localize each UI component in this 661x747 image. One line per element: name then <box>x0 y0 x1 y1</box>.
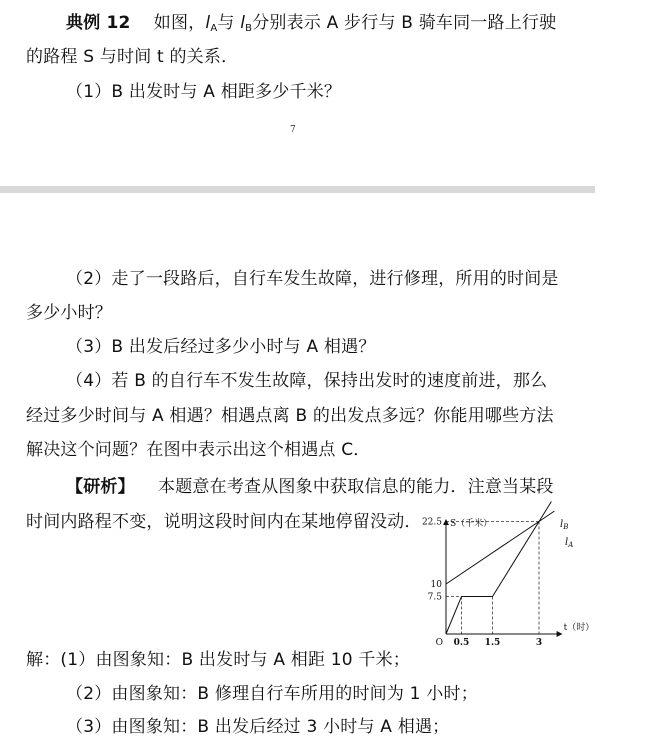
line-label-lb: l <box>240 13 246 33</box>
question-4-line-1: （4）若 B 的自行车不发生故障，保持出发时的速度前进，那么 <box>66 371 548 391</box>
y-tick-label: 22.5 <box>421 517 442 528</box>
chart-guides <box>446 522 539 635</box>
solution-1: 解：(1）由图象知：B 出发时与 A 相距 10 千米； <box>26 650 410 670</box>
question-1: （1）B 出发时与 A 相距多少千米？ <box>66 82 342 102</box>
x-tick-label: 0.5 <box>453 638 470 648</box>
intro-text-mid: 与 <box>217 13 241 33</box>
analysis-text-1: 本题意在考查从图象中获取信息的能力．注意当某段 <box>158 477 554 497</box>
question-2-line-1: （2）走了一段路后，自行车发生故障，进行修理，所用的时间是 <box>66 269 559 289</box>
distance-time-graph <box>410 512 595 652</box>
x-tick-label: 3 <box>535 638 543 648</box>
analysis-label: 【研析】 <box>66 477 135 497</box>
line-label-la: l <box>205 13 211 33</box>
solution-3: （3）由图象知：B 出发后经过 3 小时与 A 相遇； <box>66 717 450 737</box>
y-tick-label: 10 <box>430 580 442 590</box>
origin-label: O <box>435 638 443 648</box>
series-label-lb: $l_B$ <box>560 519 569 531</box>
intro-text-b: 分别表示 A 步行与 B 骑车同一路上行驶 <box>252 13 557 33</box>
intro-text-a: 如图， <box>153 13 206 33</box>
chart-axes <box>446 520 562 634</box>
question-3: （3）B 出发后经过多少小时与 A 相遇？ <box>66 337 376 357</box>
series-label-la: $l_A$ <box>565 537 574 549</box>
problem-intro-line <box>66 12 661 40</box>
problem-heading: 典例 12 <box>66 13 131 33</box>
intro-line-2: 的路程 S 与时间 t 的关系． <box>26 47 239 67</box>
question-4-line-3: 解决这个问题？在图中表示出这个相遇点 C． <box>26 440 371 460</box>
page-divider <box>0 186 595 193</box>
question-4-line-2: 经过多少时间与 A 相遇？相遇点离 B 的出发点多远？你能用哪些方法 <box>26 406 554 426</box>
x-tick-label: 1.5 <box>484 638 501 648</box>
analysis-line-1 <box>66 476 661 498</box>
question-2-line-2: 多少小时？ <box>26 303 112 323</box>
analysis-line-2: 时间内路程不变，说明这段时间内在某地停留没动． <box>26 512 422 532</box>
x-axis-label: t（时） <box>563 623 595 633</box>
y-axis-label: S（千米） <box>450 519 493 529</box>
line-label-la-sub: A <box>210 23 218 34</box>
y-tick-label: 7.5 <box>427 592 442 603</box>
page-number: 7 <box>290 125 296 135</box>
line-label-lb-sub: B <box>245 23 253 34</box>
solution-2: （2）由图象知：B 修理自行车所用的时间为 1 小时； <box>66 684 478 704</box>
